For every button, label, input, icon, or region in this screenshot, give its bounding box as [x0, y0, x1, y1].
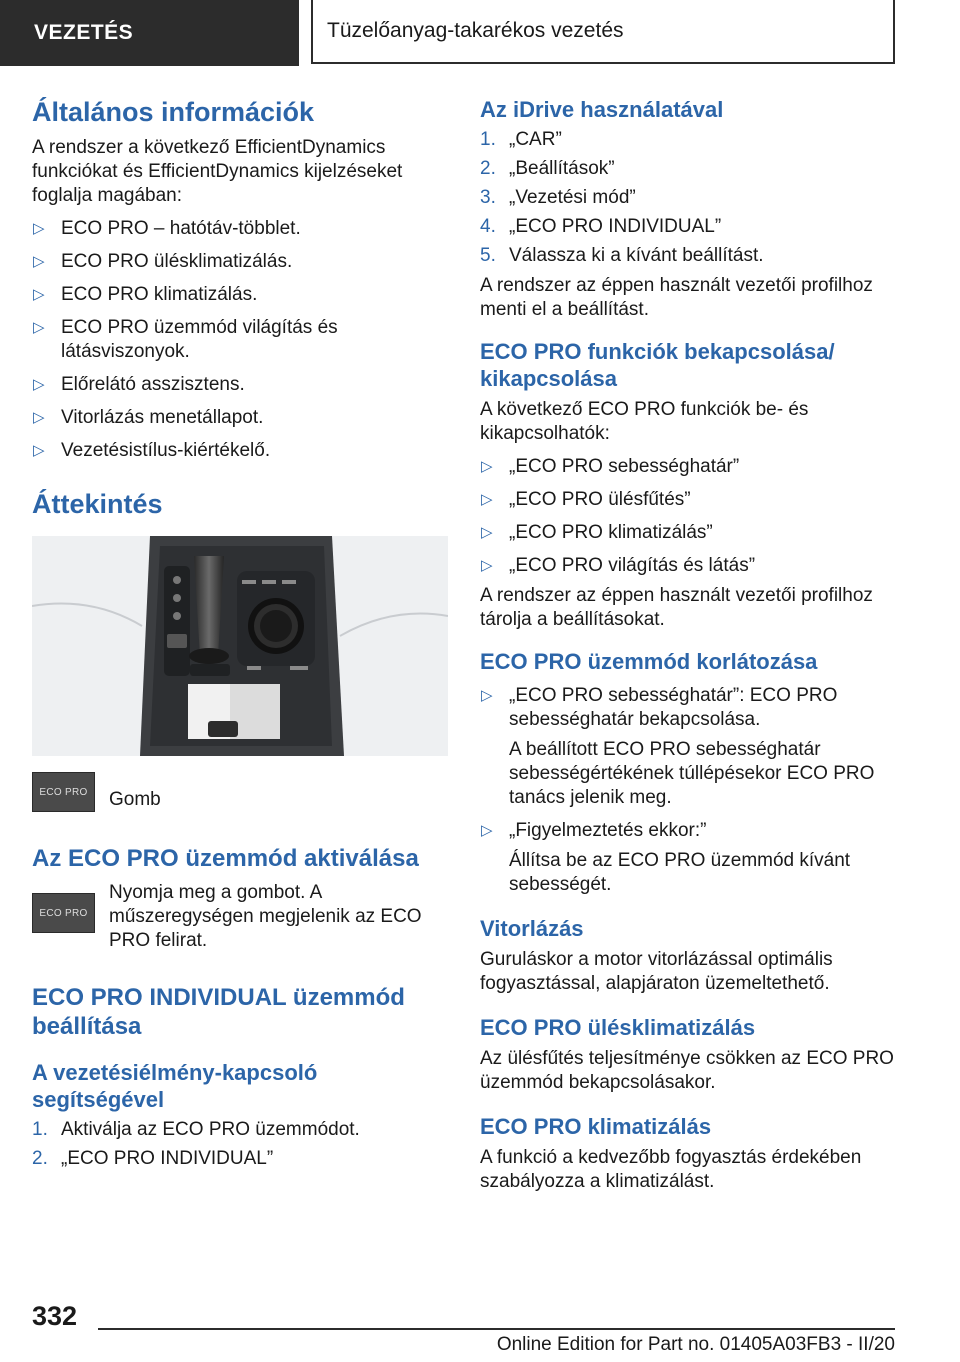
list-item: ▷ Vezetésistílus-kiértékelő.: [32, 439, 448, 463]
functions-list: [480, 455, 898, 578]
general-info-list: [32, 217, 448, 463]
list-item: 2. „Beállítások”: [480, 158, 615, 179]
button-caption: Gomb: [109, 789, 161, 810]
idrive-heading: Az iDrive használatával: [480, 97, 724, 122]
overview-heading: Áttekintés: [32, 489, 163, 519]
right-column: [480, 96, 898, 1194]
switch-steps: [32, 1118, 448, 1171]
list-item: ▷ „ECO PRO ülésfűtés”: [480, 488, 898, 512]
functions-intro: A következő ECO PRO funkciók be- és kikapcsolhatók:: [480, 399, 809, 444]
list-item: 5. Válassza ki a kívánt beállítást.: [480, 245, 764, 266]
activate-heading: Az ECO PRO üzemmód aktiválása: [32, 845, 419, 872]
idrive-note: A rendszer az éppen használt vezetői profilhoz menti el a beállítást.: [480, 275, 873, 320]
list-item: ▷ ECO PRO – hatótáv-többlet.: [32, 217, 448, 241]
list-item-detail: A beállított ECO PRO sebességhatár sebességértékének túllépésekor ECO PRO tanács jelenik meg.: [509, 739, 875, 808]
list-item: 2. „ECO PRO INDIVIDUAL”: [32, 1148, 274, 1169]
eco-pro-button-icon: ECO PRO: [32, 772, 95, 812]
eco-pro-button-icon: ECO PRO: [32, 893, 95, 933]
list-item: ▷ „ECO PRO klimatizálás”: [480, 521, 898, 545]
page-header: [0, 0, 960, 66]
list-item: ▷ Előrelátó asszisztens.: [32, 373, 448, 397]
list-item: ▷ „ECO PRO sebességhatár”: [480, 455, 898, 479]
seat-climate-heading: ECO PRO ülésklimatizálás: [480, 1015, 756, 1040]
individual-heading: ECO PRO INDIVIDUAL üzemmód beállítása: [32, 984, 405, 1040]
functions-note: A rendszer az éppen használt vezetői profilhoz tárolja a beállításokat.: [480, 585, 873, 630]
list-item: ▷ ECO PRO klimatizálás.: [32, 283, 448, 307]
sailing-heading: Vitorlázás: [480, 916, 584, 941]
page-number: 332: [32, 1301, 78, 1331]
list-item: 4. „ECO PRO INDIVIDUAL”: [480, 216, 722, 237]
list-item: 1. Aktiválja az ECO PRO üzemmódot.: [32, 1119, 360, 1140]
footer-divider: [98, 1328, 895, 1330]
list-item: ▷ „Figyelmeztetés ekkor:” Állítsa be az ECO PRO üzemmód kívánt sebességét.: [480, 819, 898, 897]
list-item-detail: Állítsa be az ECO PRO üzemmód kívánt sebességét.: [509, 850, 851, 895]
climate-heading: ECO PRO klimatizálás: [480, 1114, 712, 1139]
functions-heading: ECO PRO funkciók bekapcsolása/ kikapcsolása: [480, 339, 835, 391]
general-info-intro: A rendszer a következő EfficientDynamics funkciókat és EfficientDynamics kijelzéseket foglalja magában:: [32, 137, 403, 206]
climate-text: A funkció a kedvezőbb fogyasztás érdekében szabályozza a klimatizálást.: [480, 1147, 862, 1192]
switch-heading: A vezetésiélmény-kapcsoló segítségével: [32, 1060, 318, 1112]
chapter-title: Tüzelőanyag-takarékos vezetés: [311, 0, 895, 64]
list-item: ▷ ECO PRO üzemmód világítás és látásviszonyok.: [32, 316, 448, 364]
sailing-text: Guruláskor a motor vitorlázással optimális fogyasztással, alapjáraton üzemeltethető.: [480, 949, 833, 994]
list-item: ▷ ECO PRO ülésklimatizálás.: [32, 250, 448, 274]
list-item: 3. „Vezetési mód”: [480, 187, 636, 208]
center-console-photo: [32, 536, 448, 756]
list-item: ▷ „ECO PRO sebességhatár”: ECO PRO sebességhatár bekapcsolása. A beállított ECO PRO sebességhatár sebességértékének túllépésekor ECO PRO tanács jelenik meg.: [480, 684, 898, 810]
activate-row: [32, 881, 448, 953]
list-item: ▷ Vitorlázás menetállapot.: [32, 406, 448, 430]
idrive-steps: [480, 128, 898, 268]
list-item: 1. „CAR”: [480, 129, 562, 150]
seat-climate-text: Az ülésfűtés teljesítménye csökken az ECO PRO üzemmód bekapcsolásakor.: [480, 1048, 894, 1093]
section-tab: VEZETÉS: [0, 0, 299, 66]
eco-pro-button-row: [32, 772, 448, 828]
general-info-heading: Általános információk: [32, 97, 315, 127]
edition-note: Online Edition for Part no. 01405A03FB3 - II/20: [496, 1334, 895, 1355]
activate-text: Nyomja meg a gombot. A műszeregységen megjelenik az ECO PRO felirat.: [109, 882, 422, 951]
limit-heading: ECO PRO üzemmód korlátozása: [480, 649, 818, 674]
limit-list: [480, 684, 898, 897]
list-item: ▷ „ECO PRO világítás és látás”: [480, 554, 898, 578]
left-column: [32, 96, 448, 1171]
